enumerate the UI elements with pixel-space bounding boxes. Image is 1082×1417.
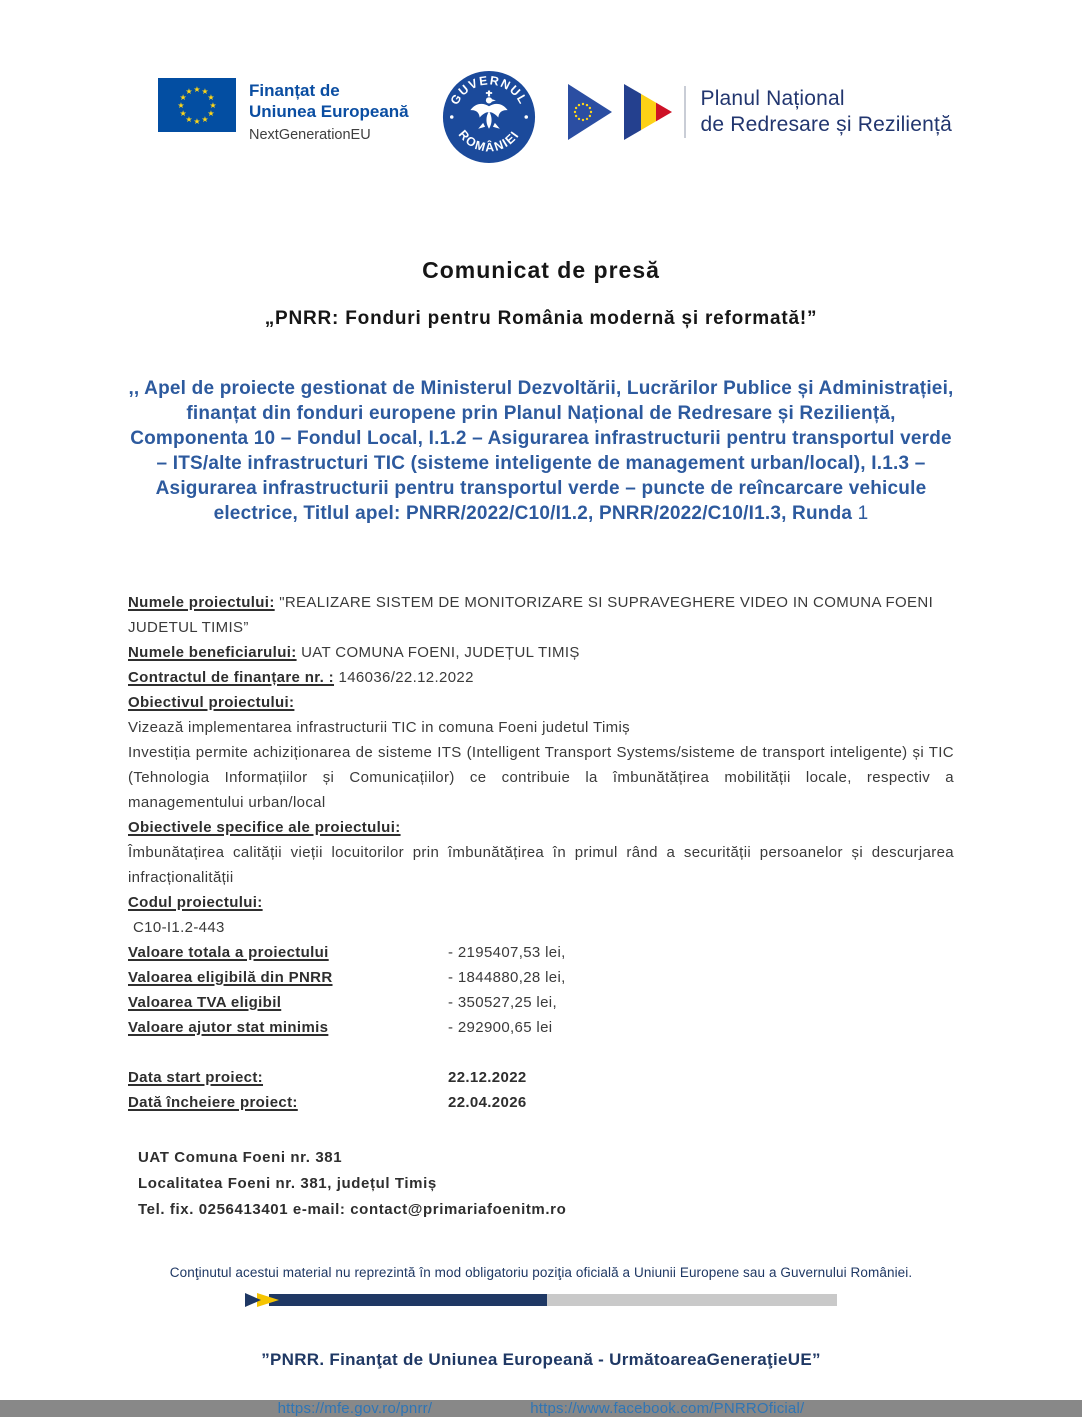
contract-row — [128, 665, 954, 690]
contract-label: Contractul de finanțare nr. : — [128, 669, 335, 686]
svg-text:★: ★ — [177, 101, 185, 110]
start-date-label: Data start proiect: — [128, 1069, 264, 1086]
tva-eligible-label: Valoarea TVA eligibil — [128, 994, 282, 1011]
total-value-label: Valoare totala a proiectului — [128, 944, 329, 961]
financial-row — [128, 1015, 954, 1040]
beneficiary-label: Numele beneficiarului: — [128, 644, 297, 661]
lead-text: ,, Apel de proiecte gestionat de Ministerul Dezvoltării, Lucrărilor Publice și Administrației, finanțat din fonduri europene prin Planul Național de Redresare și Reziliență, Componenta 10 – Fondul Local, I.1.2 – Asigurarea infrastructurii pentru transportul verde – ITS/alte infrastructuri TIC (sisteme inteligente de management urban/local), I.1.3 – Asigurarea infrastructurii pentru transportul verde – puncte de reîncarcare vehicule electrice, Titlul apel: PNRR/2022/C10/I1.2, PNRR/2022/C10/I1.3, Runda — [128, 378, 954, 524]
date-row — [128, 1065, 954, 1090]
eu-funding-line2: Uniunea Europeană — [249, 102, 409, 121]
subtitle: „PNRR: Fonduri pentru România modernă și reformată!” — [264, 308, 818, 329]
svg-text:★: ★ — [179, 109, 187, 118]
contact-line-2: Localitatea Foeni nr. 381, județul Timiș — [138, 1175, 437, 1192]
contact-line-3: Tel. fix. 0256413401 e-mail: contact@primariafoenitm.ro — [138, 1201, 567, 1218]
beneficiary-value: UAT COMUNA FOENI, JUDEȚUL TIMIȘ — [301, 644, 580, 661]
eu-funding-line1: Finanțat de — [249, 81, 340, 100]
state-aid-label: Valoare ajutor stat minimis — [128, 1019, 329, 1036]
pnrr-logo-line2: de Redresare și Reziliență — [700, 113, 952, 136]
lead-round-number: 1 — [857, 503, 869, 524]
svg-text:★: ★ — [179, 93, 187, 102]
tva-eligible-amount: - 350527,25 lei, — [448, 994, 558, 1011]
svg-text:★: ★ — [201, 114, 209, 124]
financial-row — [128, 990, 954, 1015]
project-code-value: C10-I1.2-443 — [133, 919, 225, 936]
contract-value: 146036/22.12.2022 — [338, 669, 474, 686]
objective-label: Obiectivul proiectului: — [128, 694, 295, 711]
contact-block — [128, 1145, 954, 1223]
specific-objectives-label: Obiectivele specifice ale proiectului: — [128, 819, 401, 836]
state-aid-amount: - 292900,65 lei — [448, 1019, 553, 1036]
footer-links — [0, 1400, 1082, 1417]
disclaimer-text: Conţinutul acestui material nu reprezintă în mod obligatoriu poziţia oficială a Uniunii Europene sau a Guvernului României. — [169, 1265, 913, 1280]
financial-row — [128, 965, 954, 990]
financial-row — [128, 940, 954, 965]
project-details — [128, 590, 954, 1223]
svg-text:★: ★ — [207, 109, 215, 118]
pnrr-logo-text — [684, 86, 952, 138]
lead-paragraph — [128, 376, 954, 526]
eligible-pnrr-label: Valoarea eligibilă din PNRR — [128, 969, 333, 986]
flag-star: ★ — [193, 85, 201, 94]
project-name-label: Numele proiectului: — [128, 594, 275, 611]
svg-text:★: ★ — [185, 114, 193, 124]
contact-line-1: UAT Comuna Foeni nr. 381 — [138, 1149, 343, 1166]
pnrr-slogan: ”PNRR. Finanţat de Uniunea Europeană - UrmătoareaGeneraţieUE” — [261, 1350, 821, 1369]
seal-text-top: GUVERNUL — [447, 73, 531, 108]
facebook-link[interactable]: https://www.facebook.com/PNRROficial/ — [530, 1400, 805, 1417]
progress-bar-graphic — [245, 1293, 837, 1307]
total-value-amount: - 2195407,53 lei, — [448, 944, 566, 961]
date-row — [128, 1090, 954, 1115]
eu-funding-line3: NextGenerationEU — [249, 127, 371, 143]
pnrr-logo-line1: Planul Național — [700, 87, 845, 110]
footer-bar — [0, 1293, 1082, 1312]
objective-paragraph: Investiția permite achiziționarea de sisteme ITS (Intelligent Transport Systems/sisteme de transport inteligente) și TIC (Tehnologia Informațiilor și Comunicațiilor) ce contribuie la îmbunătățirea mobilității locale, respectiv a managementului urban/local — [128, 744, 954, 811]
specific-objectives-paragraph: Îmbunătațirea calității vieții locuitorilor prin îmbunătățirea în primul rând a securității persoanelor și descurjarea infracționalității — [128, 844, 954, 886]
pnrr-arrows-icon — [568, 80, 672, 144]
svg-text:★: ★ — [207, 93, 215, 102]
logo-header — [0, 0, 1082, 171]
eu-flag-icon — [158, 78, 236, 132]
seal-text-bottom: ROMÂNIEI — [455, 127, 522, 155]
beneficiary-row — [128, 640, 954, 665]
svg-text:★: ★ — [209, 101, 217, 110]
objective-line: Vizează implementarea infrastructurii TIC in comuna Foeni judetul Timiș — [128, 719, 631, 736]
pnrr-logo — [568, 80, 952, 144]
start-date-value: 22.12.2022 — [448, 1069, 527, 1086]
page-title: Comunicat de presă — [422, 257, 660, 283]
romanian-government-seal — [440, 68, 538, 171]
end-date-value: 22.04.2026 — [448, 1094, 527, 1111]
end-date-label: Dată încheiere proiect: — [128, 1094, 298, 1111]
project-code-label: Codul proiectului: — [128, 894, 263, 911]
mfe-link[interactable]: https://mfe.gov.ro/pnrr/ — [277, 1400, 433, 1417]
project-name-value: "REALIZARE SISTEM DE MONITORIZARE SI SUPRAVEGHERE VIDEO IN COMUNA FOENI JUDETUL TIMIS” — [128, 594, 934, 636]
project-name-row — [128, 590, 954, 640]
svg-text:★: ★ — [185, 87, 193, 97]
eligible-pnrr-amount: - 1844880,28 lei, — [448, 969, 566, 986]
government-seal-icon — [440, 68, 538, 166]
svg-text:★: ★ — [201, 87, 209, 97]
eu-funding-logo — [158, 78, 409, 146]
eu-funding-text — [249, 78, 409, 146]
svg-text:★: ★ — [193, 117, 201, 126]
